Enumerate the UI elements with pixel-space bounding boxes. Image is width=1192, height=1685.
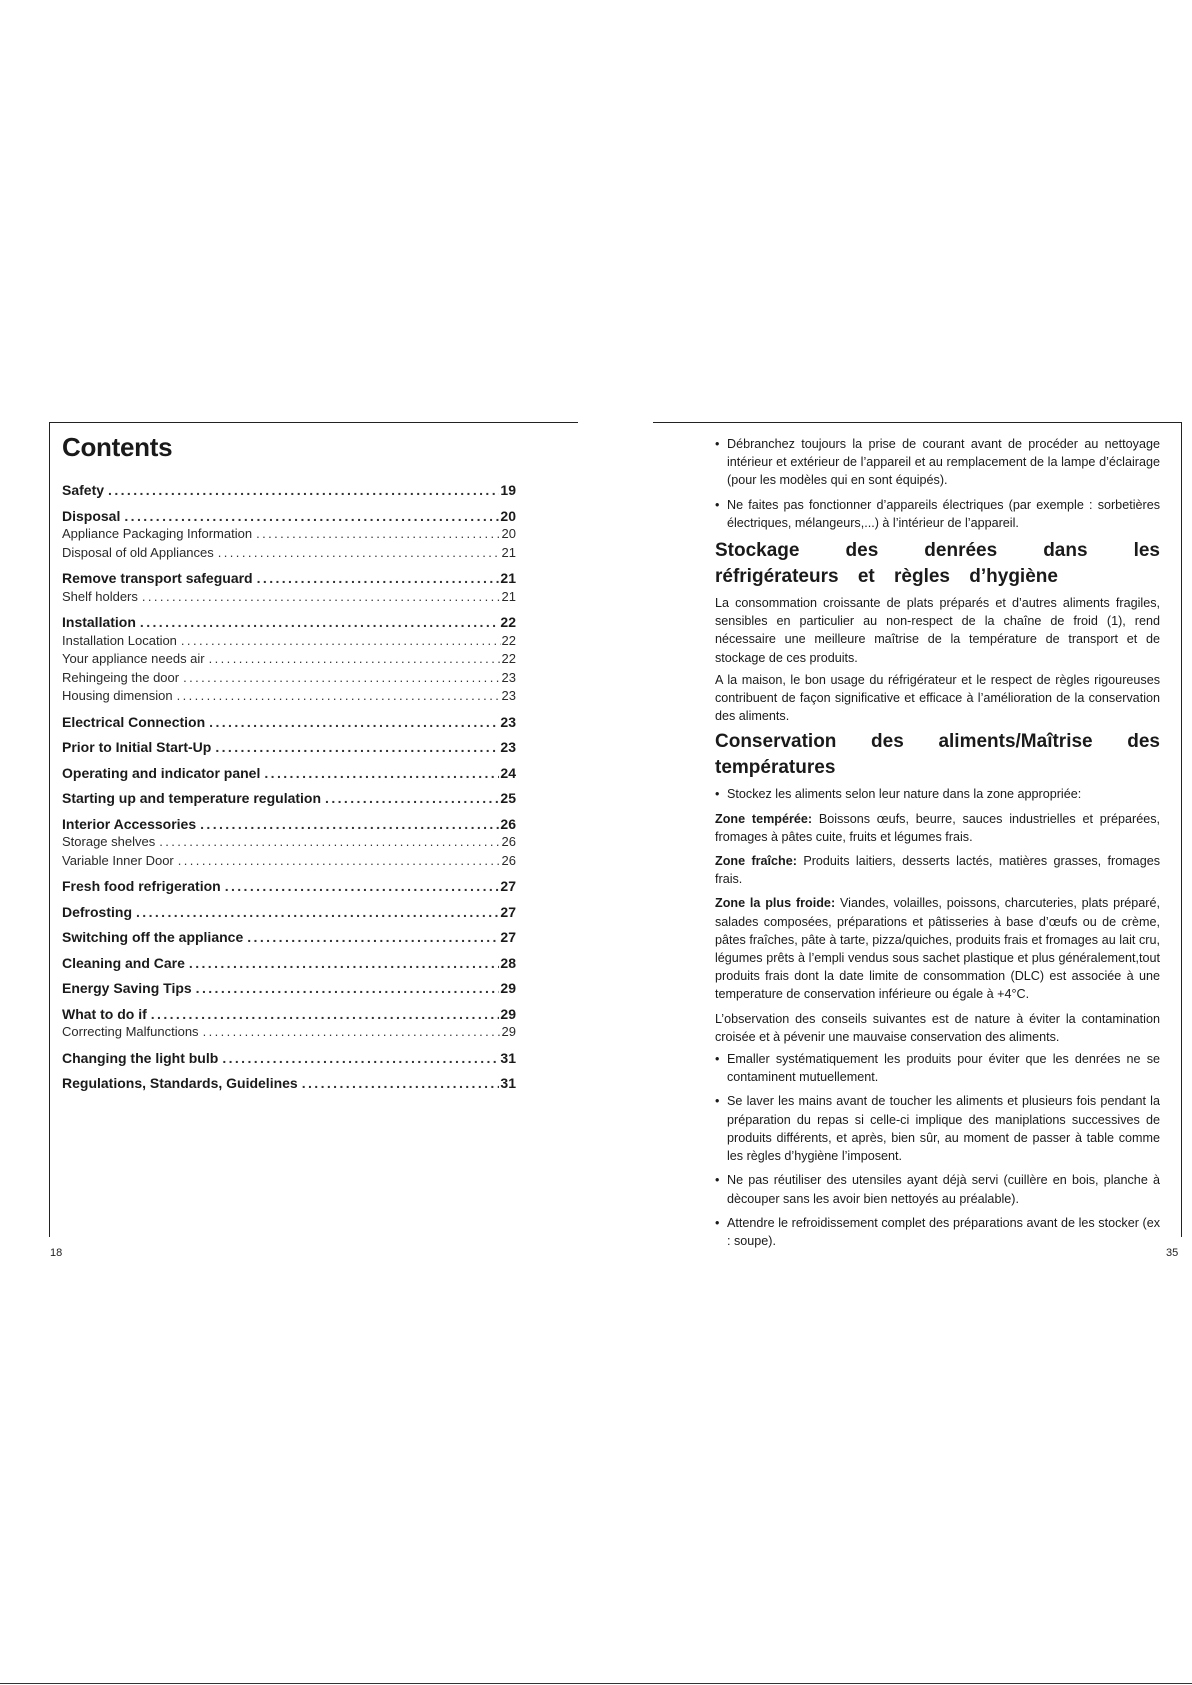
toc-entry-label: Fresh food refrigeration (62, 878, 221, 894)
toc-page-number: 22 (500, 614, 516, 630)
toc-entry-label: Housing dimension (62, 688, 173, 703)
toc-entry-label: Installation Location (62, 632, 177, 648)
left-page-top-rule (49, 422, 578, 423)
toc-entry-label: Variable Inner Door (62, 852, 174, 868)
toc-list (62, 481, 516, 1093)
toc-entry-label: Operating and indicator panel (62, 764, 261, 781)
toc-dot-leader (247, 928, 499, 947)
toc-entry-label: Your appliance needs air (62, 651, 205, 666)
toc-subentry (62, 632, 516, 651)
toc-entry-label: Remove transport safeguard (62, 570, 253, 586)
toc-entry-label: Electrical Connection (62, 713, 206, 730)
toc-entry-label: Regulations, Standards, Guidelines (62, 1075, 298, 1091)
toc-entry-label: Prior to Initial Start-Up (62, 739, 212, 755)
toc-group (62, 815, 516, 871)
toc-dot-leader (196, 979, 500, 998)
toc-dot-leader (264, 764, 499, 783)
toc-entry (62, 764, 516, 783)
paragraph-contamination: L’observation des conseils suivantes est de nature à éviter la contamination croisée et à pévenir une mauvaise conservation des aliments. (715, 1011, 1160, 1044)
toc-page-number: 23 (501, 669, 516, 685)
zone-name: Zone la plus froide: (715, 896, 836, 911)
toc-group (62, 738, 516, 757)
toc-page-number: 21 (501, 588, 516, 604)
toc-group (62, 1005, 516, 1042)
bullet-mark: • (715, 787, 720, 802)
toc-entry-label: Installation (62, 614, 136, 630)
toc-dot-leader (218, 544, 501, 563)
toc-page-number: 31 (500, 1049, 516, 1066)
toc-entry-label: Rehingeing the door (62, 669, 180, 685)
toc-subentry (62, 687, 516, 706)
toc-entry (62, 877, 516, 896)
toc-entry (62, 789, 516, 808)
hygiene-bullet: • Emaller systématiquement les produits pour éviter que les denrées ne se contaminent mutuellement. (715, 1050, 1160, 1086)
toc-page-number: 20 (501, 526, 516, 541)
toc-page-number: 27 (500, 878, 516, 894)
heading-storage-hygiene: Stockage des denrées dans les réfrigérateurs et règles d’hygiène (715, 540, 1160, 588)
toc-dot-leader (151, 1005, 500, 1024)
toc-entry-label: Correcting Malfunctions (62, 1024, 199, 1039)
toc-dot-leader (222, 1049, 499, 1068)
toc-page-number: 26 (501, 834, 516, 849)
toc-entry-label: Switching off the appliance (62, 929, 244, 945)
toc-page-number: 21 (500, 570, 516, 586)
zone-text: Produits laitiers, desserts lactés, matières grasses, fromages frais. (715, 854, 1160, 887)
toc-subentry (62, 525, 516, 544)
toc-page-number: 22 (501, 632, 516, 648)
toc-dot-leader (257, 569, 500, 588)
toc-dot-leader (209, 713, 499, 732)
toc-page-number: 26 (500, 815, 516, 832)
toc-entry-label: Disposal (62, 507, 121, 524)
toc-entry-label: Defrosting (62, 903, 132, 920)
left-page-side-rule (49, 422, 50, 1237)
zone-fraiche (715, 852, 1160, 888)
toc-entry-label: Changing the light bulb (62, 1049, 219, 1066)
toc-entry-label: Starting up and temperature regulation (62, 790, 322, 806)
toc-dot-leader (302, 1074, 500, 1093)
toc-page-number: 23 (501, 688, 516, 703)
toc-dot-leader (209, 650, 501, 669)
hygiene-bullet: • Ne pas réutiliser des utensiles ayant déjà servi (cuillère en bois, planche à dècouper sans les avoir bien nettoyés au préalable). (715, 1171, 1160, 1207)
toc-page-number: 19 (500, 482, 516, 498)
contents-title: Contents (62, 432, 173, 462)
toc-group (62, 877, 516, 896)
toc-page-number: 27 (500, 929, 516, 945)
toc-entry-label: Interior Accessories (62, 815, 197, 832)
toc-entry (62, 903, 516, 922)
toc-page-number: 26 (501, 852, 516, 868)
zone-text: Viandes, volailles, poissons, charcuteries, plats préparé, salades composées, préparations et pâtisseries à base d’œufs ou de crème, pâtes fraîches, pâte à tarte, pizza/quiches, produits frais et fromages au lait cru, légumes prêts à l’empli vendus sous sachet plastique et plus généralement,tout produits frais dont la date limite de consommation (DLC) est associée à une temperature de conservation inférieure ou égale à +4°C. (715, 896, 1160, 1002)
toc-entry (62, 815, 516, 834)
toc-entry (62, 569, 516, 588)
toc-group (62, 613, 516, 706)
toc-entry-label: What to do if (62, 1005, 147, 1022)
toc-group (62, 507, 516, 563)
right-page-top-rule (653, 422, 1182, 423)
toc-subentry (62, 544, 516, 563)
toc-dot-leader (136, 903, 499, 922)
toc-subentry (62, 852, 516, 871)
toc-entry (62, 738, 516, 757)
toc-page-number: 29 (500, 980, 516, 996)
right-page-body (715, 435, 1160, 1256)
toc-entry (62, 1049, 516, 1068)
toc-dot-leader (256, 525, 500, 544)
toc-entry-label: Energy Saving Tips (62, 980, 192, 996)
toc-subentry (62, 1023, 516, 1042)
toc-dot-leader (142, 588, 501, 607)
toc-group (62, 954, 516, 973)
toc-entry-label: Storage shelves (62, 834, 156, 849)
toc-entry (62, 481, 516, 500)
toc-page-number: 24 (500, 764, 516, 781)
toc-page-number: 29 (501, 1024, 516, 1039)
bullet-mark: • (715, 1052, 720, 1067)
toc-entry (62, 928, 516, 947)
toc-group (62, 1074, 516, 1093)
toc-entry-label: Shelf holders (62, 588, 138, 604)
toc-dot-leader (189, 954, 500, 973)
zone-name: Zone fraîche: (715, 854, 797, 869)
toc-entry (62, 613, 516, 632)
table-of-contents (62, 432, 516, 1100)
heading-conservation: Conservation des aliments/Maîtrise des températures (715, 731, 1160, 779)
toc-entry-label: Cleaning and Care (62, 954, 185, 971)
toc-subentry (62, 650, 516, 669)
toc-page-number: 29 (500, 1005, 516, 1022)
store-bullet: • Stockez les aliments selon leur nature dans la zone appropriée: (715, 785, 1160, 803)
toc-entry (62, 507, 516, 526)
hygiene-bullet: • Attendre le refroidissement complet des préparations avant de les stocker (ex : soupe). (715, 1214, 1160, 1250)
toc-group (62, 713, 516, 732)
toc-entry-label: Disposal of old Appliances (62, 544, 214, 560)
toc-page-number: 25 (500, 790, 516, 806)
toc-subentry (62, 833, 516, 852)
toc-entry (62, 713, 516, 732)
toc-dot-leader (108, 481, 499, 500)
toc-group (62, 764, 516, 783)
toc-group (62, 1049, 516, 1068)
toc-dot-leader (178, 852, 501, 871)
toc-subentry (62, 588, 516, 607)
toc-dot-leader (181, 632, 501, 651)
zone-name: Zone tempérée: (715, 811, 813, 826)
toc-dot-leader (325, 789, 499, 808)
toc-dot-leader (203, 1023, 501, 1042)
toc-page-number: 31 (500, 1075, 516, 1091)
toc-dot-leader (215, 738, 499, 757)
toc-entry (62, 1005, 516, 1024)
toc-page-number: 28 (500, 954, 516, 971)
paragraph-home-usage: A la maison, le bon usage du réfrigérateur et le respect de règles rigoureuses contribuent de façon significative et efficace à l’amélioration de la conservation des aliments. (715, 672, 1160, 724)
toc-entry (62, 979, 516, 998)
toc-dot-leader (159, 833, 500, 852)
zone-temperee (715, 810, 1160, 846)
toc-group (62, 928, 516, 947)
toc-dot-leader (200, 815, 499, 834)
bullet-mark: • (715, 1215, 720, 1230)
toc-dot-leader (183, 669, 500, 688)
bullet-mark: • (715, 1094, 720, 1109)
toc-entry-label: Appliance Packaging Information (62, 526, 253, 541)
paragraph-cold-chain: La consommation croissante de plats préparés et d’autres aliments fragiles, sensibles en particulier au non-respect de la chaîne de froid (1), rend nécessaire une meilleure maîtrise de la température de transport et de stockage de ces produits. (715, 596, 1160, 665)
zone-text: Boissons œufs, beurre, sauces industrielles et préparées, fromages à pâtes cuite, fruits et légumes frais. (715, 811, 1161, 844)
bullet-mark: • (715, 437, 720, 451)
right-page-number: 35 (1166, 1247, 1179, 1259)
zone-plus-froide (715, 894, 1160, 1003)
hygiene-bullet: • Se laver les mains avant de toucher les aliments et plusieurs fois pendant la préparation du repas si celle-ci implique des maniplations successives de produits différents, et après, bien sûr, au moment de passer à table comme les règles d’hygiène l’imposent. (715, 1092, 1160, 1165)
toc-page-number: 23 (500, 739, 516, 755)
toc-group (62, 789, 516, 808)
toc-group (62, 979, 516, 998)
toc-dot-leader (225, 877, 500, 896)
bullet-mark: • (715, 1173, 720, 1188)
toc-page-number: 22 (501, 651, 516, 666)
toc-page-number: 21 (501, 544, 516, 560)
bullet-mark: • (715, 497, 720, 512)
left-page-number: 18 (50, 1247, 63, 1259)
toc-dot-leader (177, 687, 501, 706)
toc-group (62, 481, 516, 500)
scan-bottom-edge (0, 1683, 1192, 1684)
intro-bullet: • Débranchez toujours la prise de courant avant de procéder au nettoyage intérieur et extérieur de l’appareil et au remplacement de la lampe d’éclairage (pour les modèles qui en sont équipés). (715, 435, 1160, 490)
toc-dot-leader (124, 507, 499, 526)
toc-group (62, 903, 516, 922)
toc-dot-leader (140, 613, 500, 632)
toc-subentry (62, 669, 516, 688)
toc-page-number: 27 (500, 903, 516, 920)
intro-bullet: • Ne faites pas fonctionner d’appareils électriques (par exemple : sorbetières électriques, mélangeurs,...) à l’intérieur de l’appareil. (715, 496, 1160, 532)
toc-entry-label: Safety (62, 482, 105, 498)
toc-page-number: 23 (500, 713, 516, 730)
toc-entry (62, 1074, 516, 1093)
toc-page-number: 20 (500, 507, 516, 524)
right-page-side-rule (1181, 422, 1182, 1237)
toc-entry (62, 954, 516, 973)
toc-group (62, 569, 516, 606)
